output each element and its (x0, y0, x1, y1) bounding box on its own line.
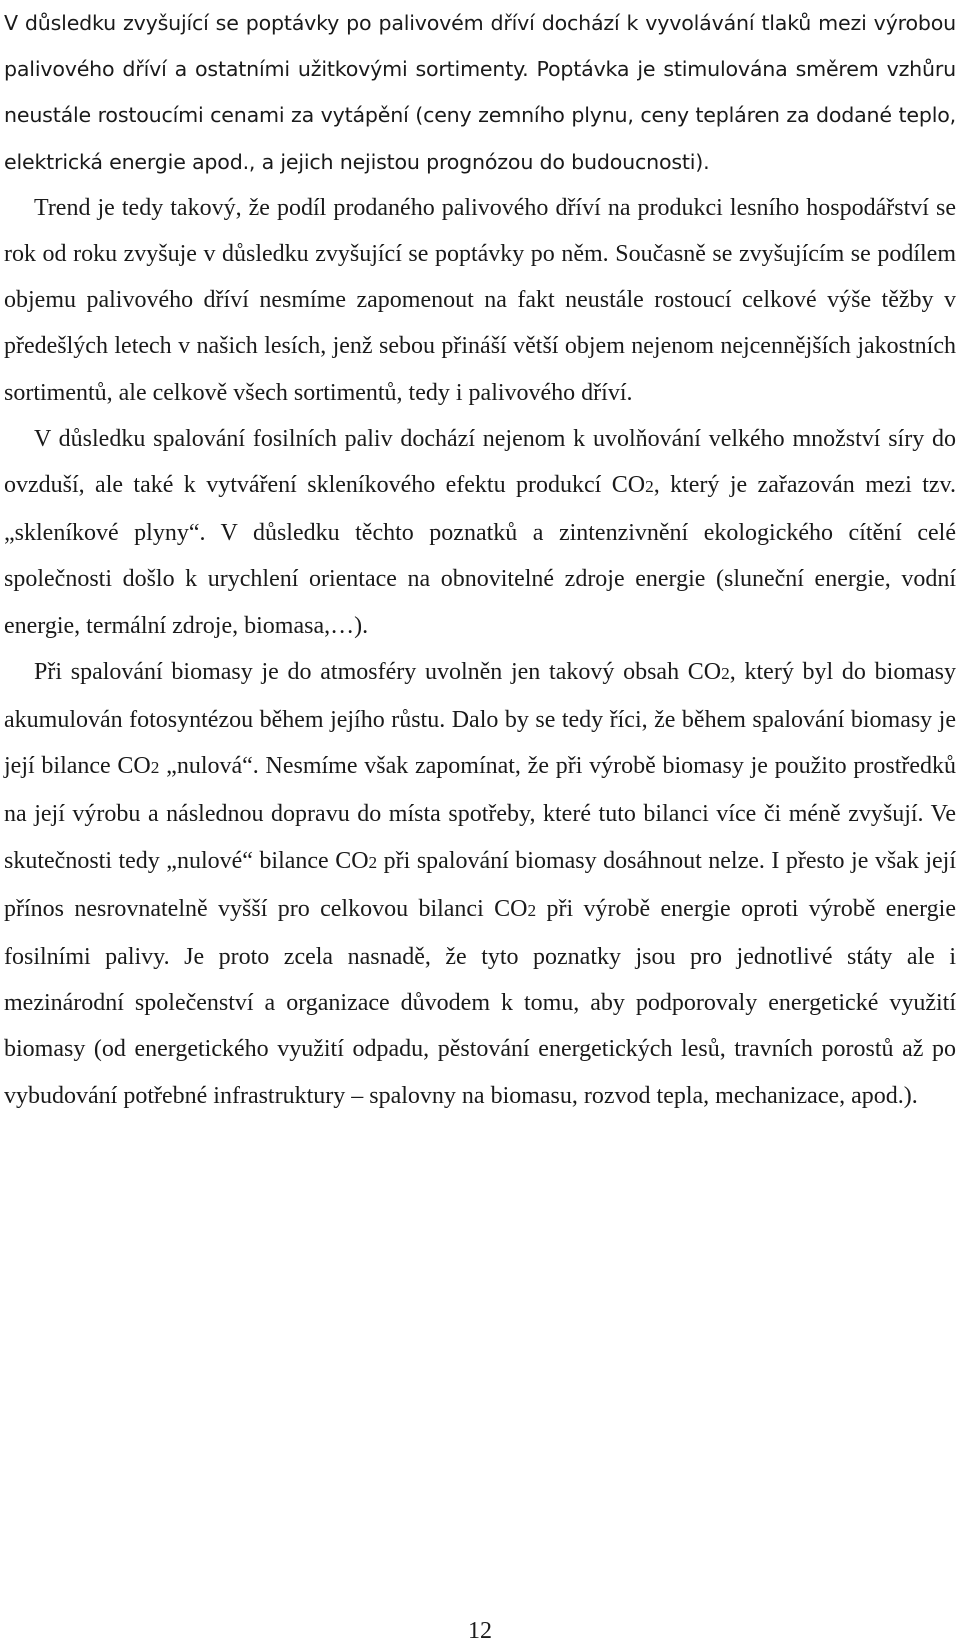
paragraph-trend: Trend je tedy takový, že podíl prodaného palivového dříví na produkci lesního hospodářství se rok od roku zvyšuje v důsledku zvyšující se poptávky po něm. Současně se zvyšujícím se podílem objemu palivového dříví nesmíme zapomenout na fakt neustále rostoucí celkové výše těžby v předešlých letech v našich lesích, jenž sebou přináší větší objem nejenom nejcennějších jakostních sortimentů, ale celkově všech sortimentů, tedy i palivového dříví. (4, 194, 956, 406)
paragraph-fossil-text-1: V důsledku spalování fosilních paliv dochází nejenom k uvolňování velkého množství síry do ovzduší, ale také k vytváření skleníkového efektu produkcí CO (4, 425, 956, 499)
paragraph-fossil-text-2: , který je zařazován mezi tzv. „skleníkové plyny“. V důsledku těchto poznatků a zintenzivnění ekologického cítění celé společnosti došlo k urychlení orientace na obnovitelné zdroje energie (sluneční energie, vodní energie, termální zdroje, biomasa,…). (4, 472, 956, 639)
co2-subscript: 2 (527, 900, 537, 920)
co2-subscript: 2 (645, 477, 654, 497)
paragraph-biomass-balance (4, 649, 956, 1119)
paragraph-biomass-text-4: při spalování biomasy dosáhnout nelze. I přesto je však její přínos nesrovnatelně vyšší pro celkovou bilanci CO (4, 847, 956, 922)
page-number: 12 (468, 1618, 492, 1644)
paragraph-biomass-text-5: při výrobě energie oproti výrobě energie fosilními palivy. Je proto zcela nasnadě, že tyto poznatky jsou pro jednotlivé státy ale i mezinárodní společenství a organizace důvodem k tomu, aby podporovaly energetické využití biomasy (od energetického využití odpadu, pěstování energetických lesů, travních porostů až po vybudování potřebné infrastruktury – spalovny na biomasu, rozvod tepla, mechanizace, apod.). (4, 895, 956, 1109)
paragraph-biomass-text-1: Při spalování biomasy je do atmosféry uvolněn jen takový obsah CO (34, 658, 722, 685)
paragraph-biomass-text-3: „nulová“. Nesmíme však zapomínat, že při výrobě biomasy je použito prostředků na její výrobu a následnou dopravu do místa spotřeby, které tuto bilanci více či méně zvyšují. Ve skutečnosti tedy „nulové“ bilance CO (4, 753, 957, 874)
document-page (4, 0, 956, 1650)
paragraph-fossil-fuels (4, 416, 956, 649)
paragraph-fuelwood-demand: V důsledku zvyšující se poptávky po palivovém dříví dochází k vyvolávání tlaků mezi výrobou palivového dříví a ostatními užitkovými sortimenty. Poptávka je stimulována směrem vzhůru neustále rostoucími cenami za vytápění (ceny zemního plynu, ceny tepláren za dodané teplo, elektrická energie apod., a jejich nejistou prognózou do budoucnosti). (4, 11, 956, 174)
paragraph-biomass-text-2: , který byl do biomasy akumulován fotosyntézou během jejího růstu. Dalo by se tedy říci, že během spalování biomasy je její bilance CO (4, 658, 956, 780)
co2-subscript: 2 (721, 663, 730, 683)
co2-subscript: 2 (150, 758, 160, 778)
co2-subscript: 2 (368, 852, 378, 872)
